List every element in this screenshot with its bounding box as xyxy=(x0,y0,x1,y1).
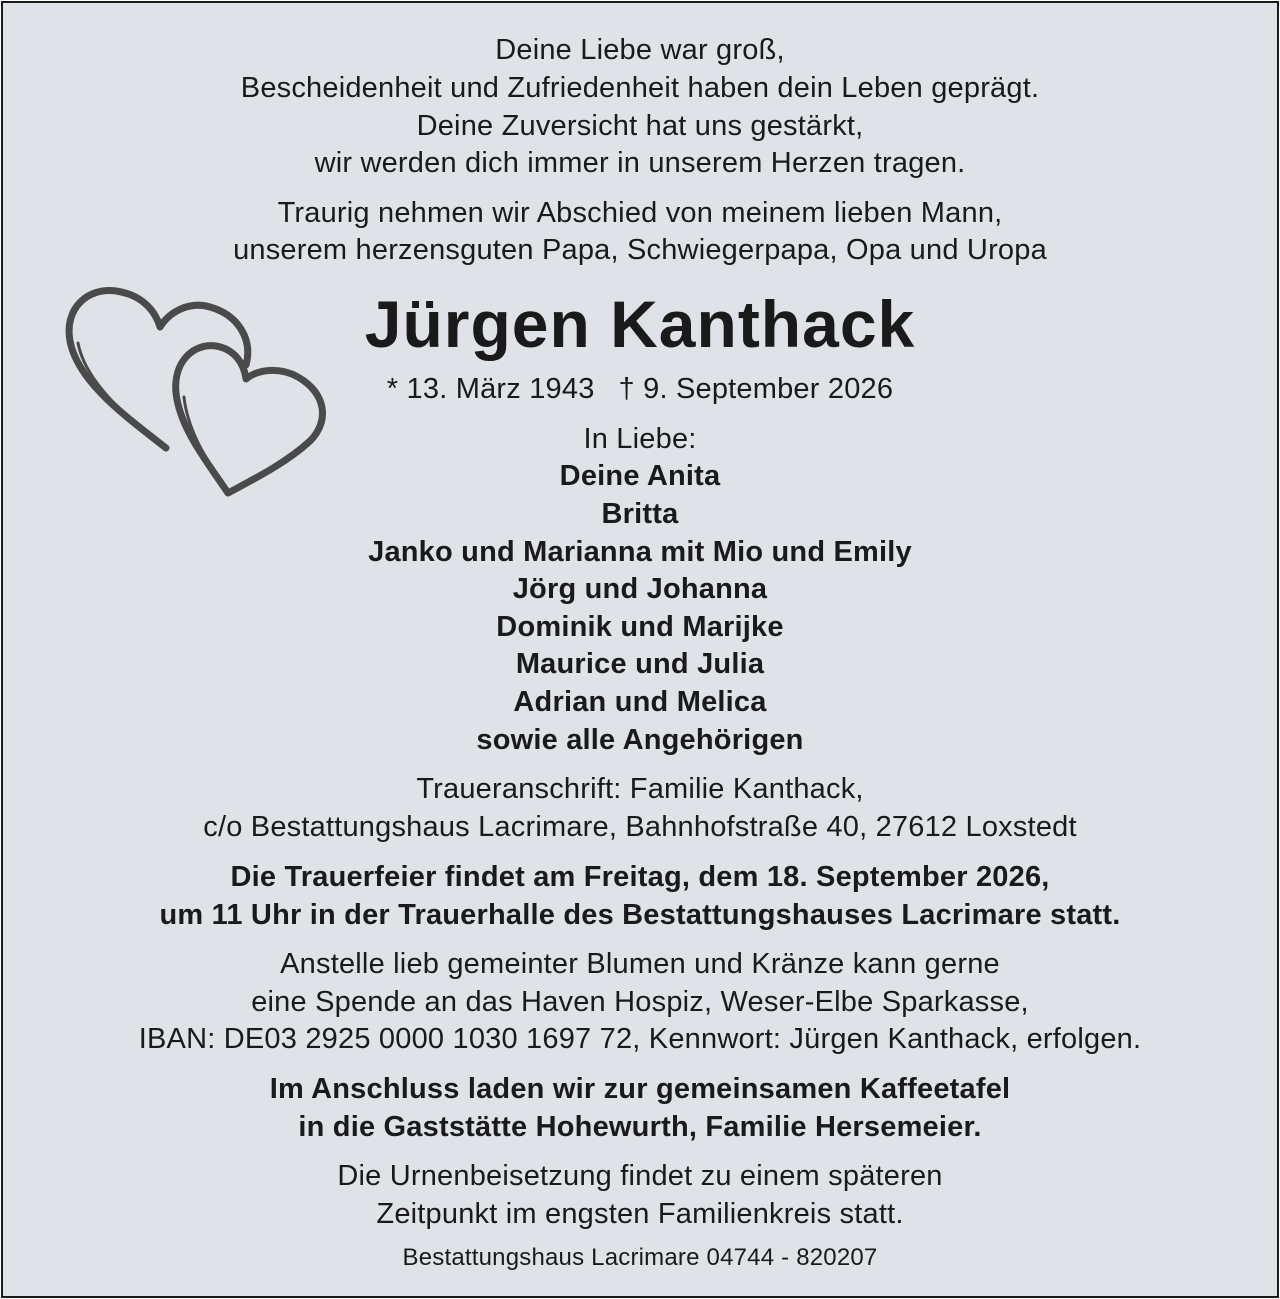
mourner-name: Dominik und Marijke xyxy=(496,611,784,643)
service-line-1: Die Trauerfeier findet am Freitag, dem 18. September 2026, xyxy=(230,861,1050,893)
reception-line-2: in die Gaststätte Hohewurth, Familie Hersemeier. xyxy=(298,1111,982,1143)
funeral-home-contact: Bestattungshaus Lacrimare 04744 - 820207 xyxy=(402,1244,878,1271)
mourner-name: Deine Anita xyxy=(559,460,721,492)
birth-date: * 13. März 1943 xyxy=(386,373,595,405)
intro-line-1: Traurig nehmen wir Abschied von meinem lieben Mann, xyxy=(277,197,1003,229)
verse-line-4: wir werden dich immer in unserem Herzen tragen. xyxy=(314,147,966,179)
mourner-name: Jörg und Johanna xyxy=(512,573,768,605)
burial-line-1: Die Urnenbeisetzung findet zu einem späteren xyxy=(337,1160,943,1192)
life-dates xyxy=(3,371,1277,407)
donation-line-2: eine Spende an das Haven Hospiz, Weser-Elbe Sparkasse, xyxy=(251,986,1029,1018)
mourner-name: sowie alle Angehörigen xyxy=(476,724,804,756)
mourner-name: Adrian und Melica xyxy=(513,686,767,718)
address-line-2: c/o Bestattungshaus Lacrimare, Bahnhofstraße 40, 27612 Loxstedt xyxy=(203,811,1077,843)
verse-line-2: Bescheidenheit und Zufriedenheit haben dein Leben geprägt. xyxy=(240,72,1040,104)
mourner-name: Janko und Marianna mit Mio und Emily xyxy=(368,536,912,568)
verse-line-3: Deine Zuversicht hat uns gestärkt, xyxy=(416,110,864,142)
address-line-1: Traueranschrift: Familie Kanthack, xyxy=(416,773,864,805)
reception-line-1: Im Anschluss laden wir zur gemeinsamen Kaffeetafel xyxy=(269,1073,1011,1105)
mourner-name: Britta xyxy=(601,498,679,530)
death-date: † 9. September 2026 xyxy=(618,373,894,405)
mourners-heading: In Liebe: xyxy=(583,423,697,455)
verse-line-1: Deine Liebe war groß, xyxy=(495,34,785,66)
intro-line-2: unserem herzensguten Papa, Schwiegerpapa, Opa und Uropa xyxy=(233,234,1047,266)
service-line-2: um 11 Uhr in der Trauerhalle des Bestattungshauses Lacrimare statt. xyxy=(159,899,1121,931)
obituary-card xyxy=(1,1,1279,1298)
mourner-name: Maurice und Julia xyxy=(515,648,765,680)
burial-line-2: Zeitpunkt im engsten Familienkreis statt. xyxy=(376,1198,904,1230)
donation-line-3: IBAN: DE03 2925 0000 1030 1697 72, Kennwort: Jürgen Kanthack, erfolgen. xyxy=(138,1023,1142,1055)
donation-line-1: Anstelle lieb gemeinter Blumen und Kränze kann gerne xyxy=(280,948,1000,980)
deceased-name: Jürgen Kanthack xyxy=(364,287,916,361)
